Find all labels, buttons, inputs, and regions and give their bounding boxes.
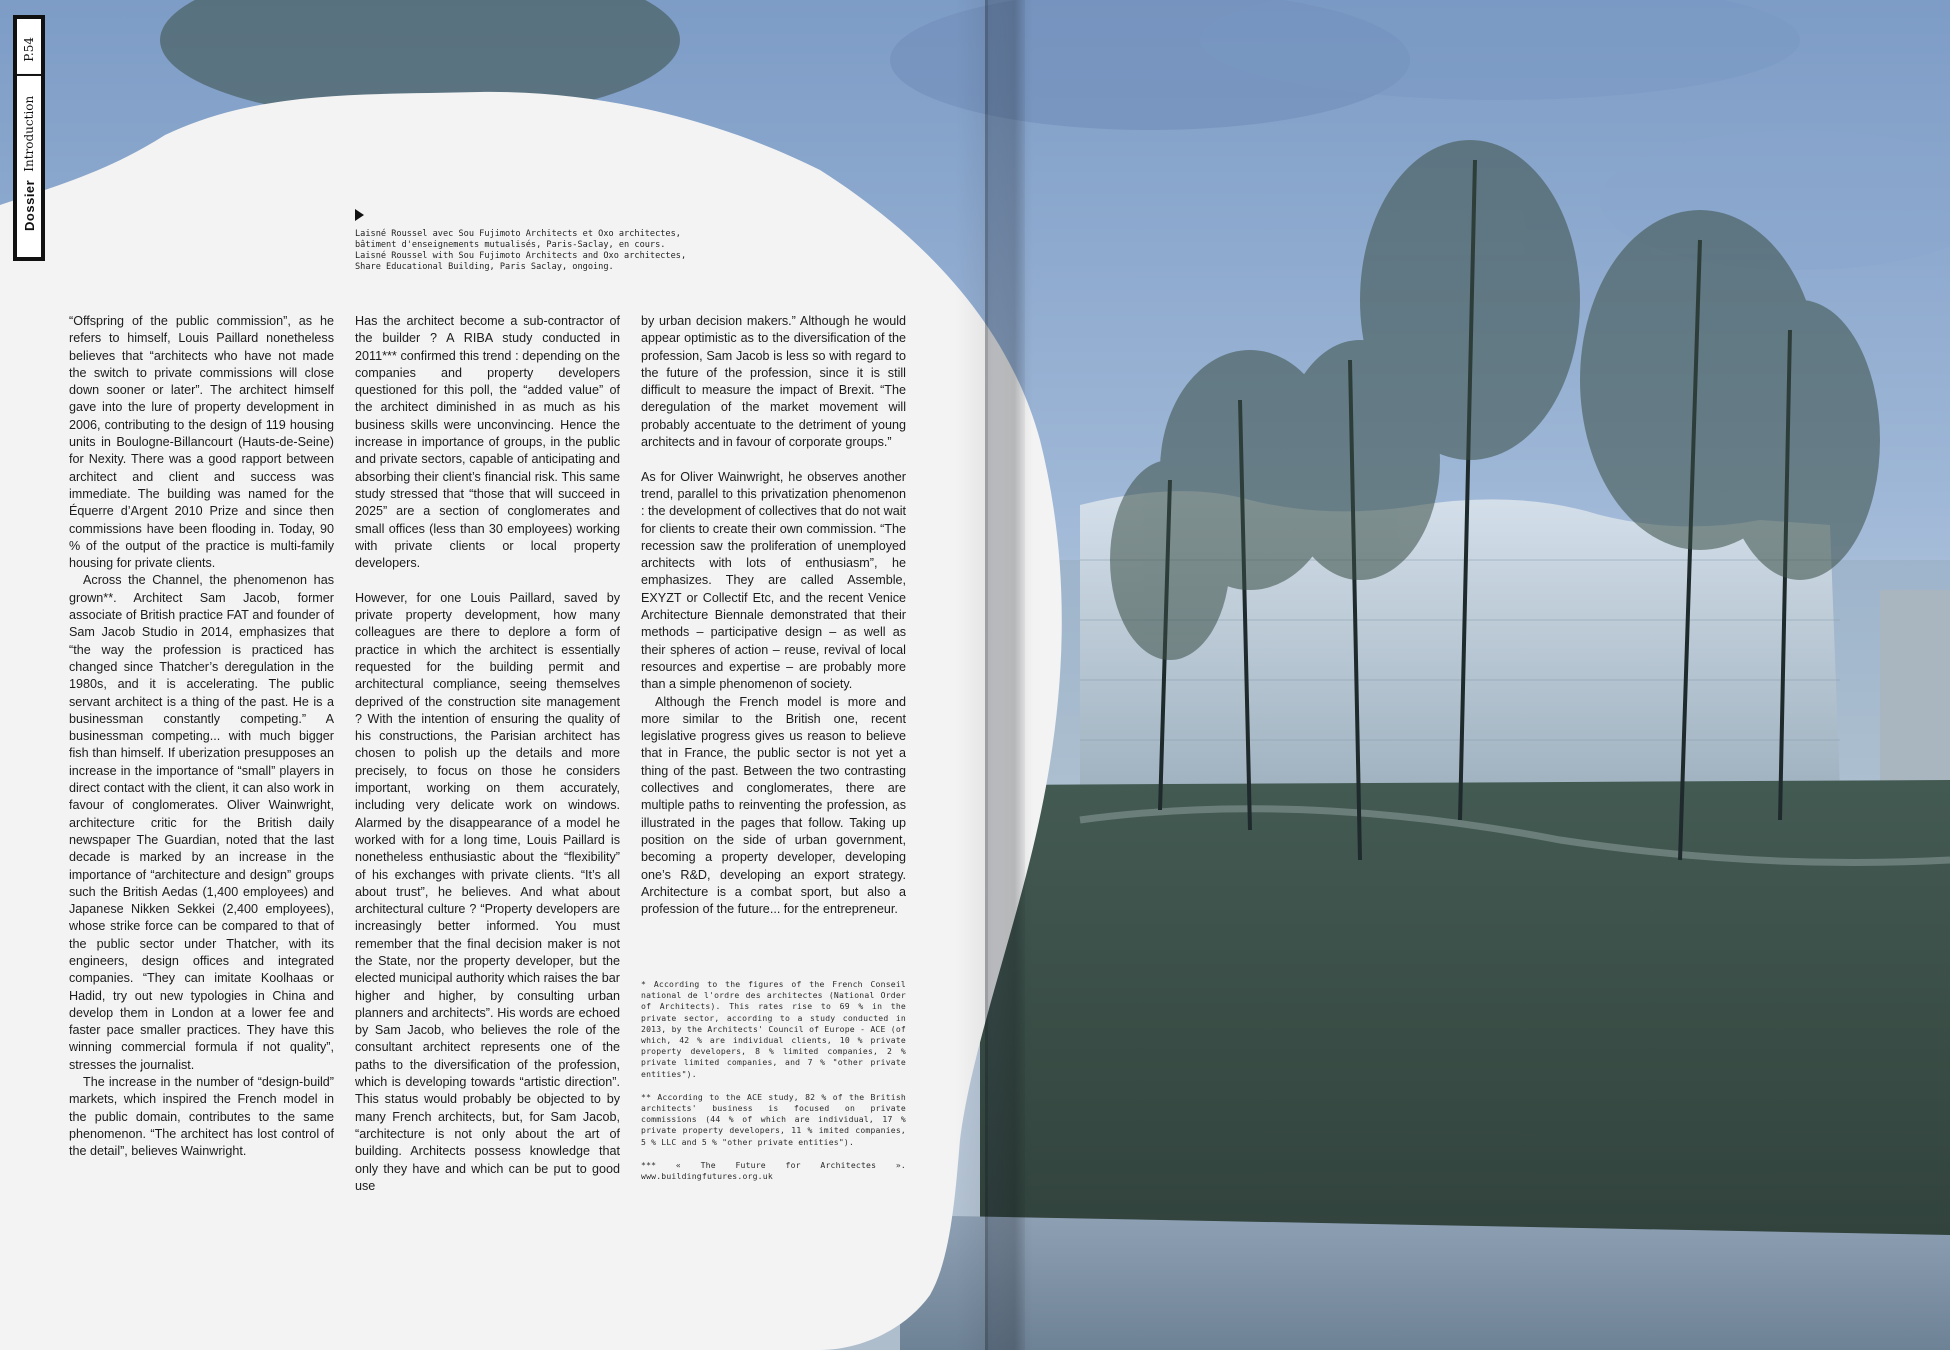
- caption-line: bâtiment d'enseignements mutualisés, Paris-Saclay, en cours.: [355, 240, 666, 250]
- page-number: P.54: [22, 37, 36, 62]
- caption-line: Share Educational Building, Paris Saclay, ongoing.: [355, 262, 614, 272]
- footnote: * According to the figures of the French Conseil national de l'ordre des architectes (National Order of Architects). This rates rise to 69 % in the private sector, according to a study conducted in 2013, by the Architects' Council of Europe - ACE (of which, 42 % are individual clients, 10 % private property developers, 8 % limited companies, 2 % private limited companies, and 7 % "other private entities").: [641, 979, 906, 1079]
- caption-line: Laisné Roussel with Sou Fujimoto Architects and Oxo architectes,: [355, 251, 687, 261]
- paragraph: Across the Channel, the phenomenon has grown**. Architect Sam Jacob, former associate of British practice FAT and founder of Sam Jacob Studio in 2014, emphasizes that “the way the profession is practiced has changed since Thatcher’s deregulation in the 1980s, and it is accelerating. The public servant architect is a thing of the past. He is a businessman constantly competing.” A businessman competing... with much bigger fish than himself. If uberization presupposes an increase in the importance of “small” players in direct contact with the client, it can also work in favour of conglomerates. Oliver Wainwright, architecture critic for the British daily newspaper The Guardian, noted that the last decade is marked by an increase in the importance of “architecture and design” groups such the British Aedas (1,400 employees) and Japanese Nikken Sekkei (2,400 employees), whose strike force can be compared to that of the public sector under Thatcher, with its engineers, design offices and integrated companies. “They can imitate Koolhaas or Hadid, try out new typologies in China and develop them in London at a lower fee and faster pace smaller practices. They have this winning commercial formula if not quality”, stresses the journalist.: [69, 573, 334, 1072]
- section-label: Dossier: [21, 179, 37, 231]
- footnote: *** « The Future for Architectes ». www.buildingfutures.org.uk: [641, 1159, 906, 1182]
- text-column-3: [641, 313, 906, 918]
- paragraph: The increase in the number of “design-build” markets, which inspired the French model in the public domain, contributes to the same phenomenon. “The architect has lost control of the detail”, believes Wainwright.: [69, 1075, 334, 1159]
- text-column-1: [69, 313, 334, 1161]
- paragraph: Has the architect become a sub-contractor of the builder ? A RIBA study conducted in 2011*** confirmed this trend : depending on the companies and property developers questioned for this poll, the “added value” of the architect diminished in as much as his business skills were unconvincing. Hence the increase in importance of groups, in the public and private sectors, capable of anticipating and absorbing their client’s financial risk. This same study stressed that “those that will succeed in 2025” are a section of conglomerates and small offices (less than 30 employees) working with private clients or local property developers.: [355, 314, 620, 571]
- right-page-shade: [988, 0, 1033, 1350]
- paragraph: by urban decision makers.” Although he would appear optimistic as to the diversification of the profession, Sam Jacob is less so with regard to the future of the profession, since it is still difficult to measure the impact of Brexit. “The deregulation of the market movement will probably accentuate to the detriment of young architects and in favour of corporate groups.”: [641, 314, 906, 450]
- paragraph: “Offspring of the public commission”, as he refers to himself, Louis Paillard nonetheless believes that “architects who have not made the switch to private commissions will close down sooner or later”. The architect himself gave into the lure of property development in 2006, contributing to the design of 119 housing units in Boulogne-Billancourt (Hauts-de-Seine) for Nexity. There was a good rapport between architect and client and success was immediate. The building was named for the Équerre d’Argent 2010 Prize and since then commissions have been flooding in. Today, 90 % of the output of the practice is multi-family housing for private clients.: [69, 314, 334, 571]
- footnote: ** According to the ACE study, 82 % of the British architects' business is focused on private commissions (44 % of which are individual, 17 % private property developers, 11 % imited companies, 5 % LLC and 5 % "other private entities").: [641, 1091, 906, 1147]
- paragraph: Although the French model is more and more similar to the British one, recent legislative progress gives us reason to believe that in France, the public sector is not yet a thing of the past. Between the two contrasting collectives and conglomerates, there are multiple paths to reinventing the profession, as illustrated in the pages that follow. Taking up position on the side of urban government, becoming a property developer, developing one’s R&D, developing an export strategy. Architecture is a combat sport, but also a profession of the future... for the entrepreneur.: [641, 694, 906, 917]
- footnotes: [641, 979, 906, 1194]
- header-divider: [17, 74, 41, 76]
- subsection-label: Introduction: [22, 95, 36, 172]
- gutter-line: [985, 0, 988, 1350]
- image-caption: [355, 229, 755, 273]
- caption-arrow-icon: [355, 209, 364, 221]
- paragraph: As for Oliver Wainwright, he observes another trend, parallel to this privatization phenomenon : the development of collectives that do not wait for clients to create their own commission. “The recession saw the proliferation of unemployed architects with lots of enthusiasm”, he emphasizes. They are called Assemble, EXYZT or Collectif Etc, and the recent Venice Architecture Biennale demonstrated that their methods – participative design – as well as their spheres of action – reuse, revival of local resources and expertise – are probably more than a simple phenomenon of society.: [641, 469, 906, 692]
- text-column-2: [355, 313, 620, 1195]
- section-header-tab: [13, 15, 45, 261]
- caption-line: Laisné Roussel avec Sou Fujimoto Architects et Oxo architectes,: [355, 229, 681, 239]
- paragraph: However, for one Louis Paillard, saved by private property development, how many colleagues are there to deplore a form of practice in which the architect is essentially requested for the building permit and architectural compliance, seeing themselves deprived of the construction site management ? With the intention of ensuring the quality of his constructions, the Parisian architect has chosen to polish up the details and more precisely, to focus on those he considers important, working on them accurately, including very delicate work on windows. Alarmed by the disappearance of a model he worked with for a long time, Louis Paillard is nonetheless enthusiastic about the “flexibility” of his exchanges with private clients. “It’s all about trust”, he believes. And what about architectural culture ? “Property developers are increasingly better informed. You must remember that the final decision maker is not the State, nor the property developer, but the elected municipal authority which raises the bar higher and higher, by consulting urban planners and architects”. His words are echoed by Sam Jacob, who believes the role of the consultant architect represents one of the paths to the diversification of the profession, which is developing towards “artistic direction”. This status would probably be objected to by many French architects, but, for Sam Jacob, “architecture is not only about the art of building. Architects possess knowledge that only they have and which can be put to good use: [355, 590, 620, 1193]
